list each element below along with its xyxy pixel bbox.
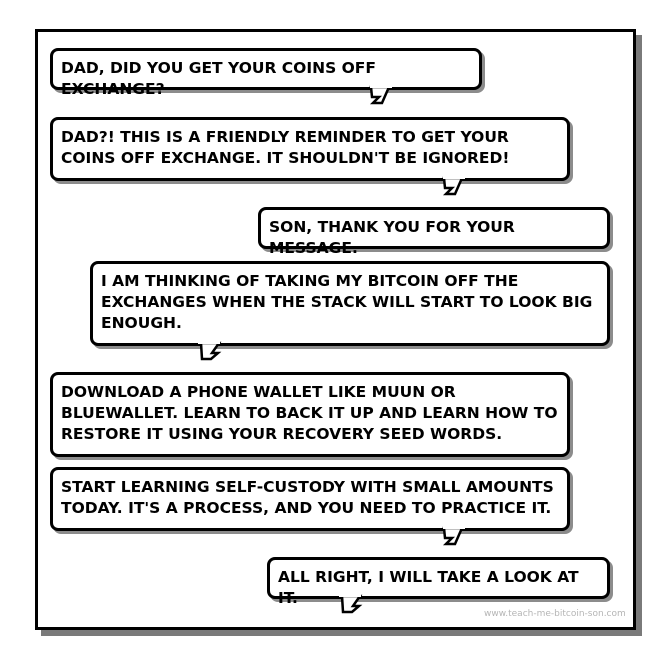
speech-bubble-1 [50, 48, 482, 98]
speech-bubble-6 [50, 467, 570, 531]
bubble-tail-icon [443, 528, 465, 548]
message-text-3: SON, THANK YOU FOR YOUR MESSAGE. [269, 218, 515, 257]
speech-bubble-2 [50, 117, 570, 181]
speech-bubble-4 [90, 261, 610, 346]
message-text-1: DAD, DID YOU GET YOUR COINS OFF EXCHANGE? [61, 59, 376, 98]
speech-bubble-3 [258, 207, 610, 257]
message-text-6: START LEARNING SELF-CUSTODY WITH SMALL AMOUNTS TODAY. IT'S A PROCESS, AND YOU NEED TO PRACTICE IT. [61, 478, 554, 517]
speech-bubble-7 [267, 557, 610, 607]
bubble-tail-icon [339, 596, 361, 616]
bubble-tail-icon [198, 343, 220, 363]
bubble-tail-icon [370, 87, 392, 107]
watermark-text: www.teach-me-bitcoin-son.com [484, 609, 626, 619]
message-text-5: DOWNLOAD A PHONE WALLET LIKE MUUN OR BLUEWALLET. LEARN TO BACK IT UP AND LEARN HOW TO RESTORE IT USING YOUR RECOVERY SEED WORDS. [61, 383, 558, 443]
message-text-4: I AM THINKING OF TAKING MY BITCOIN OFF THE EXCHANGES WHEN THE STACK WILL START TO LOOK BIG ENOUGH. [101, 272, 593, 332]
speech-bubble-5 [50, 372, 570, 457]
bubble-tail-icon [443, 178, 465, 198]
message-text-2: DAD?! THIS IS A FRIENDLY REMINDER TO GET YOUR COINS OFF EXCHANGE. IT SHOULDN'T BE IGNORED! [61, 128, 510, 167]
message-text-7: ALL RIGHT, I WILL TAKE A LOOK AT IT. [278, 568, 579, 607]
